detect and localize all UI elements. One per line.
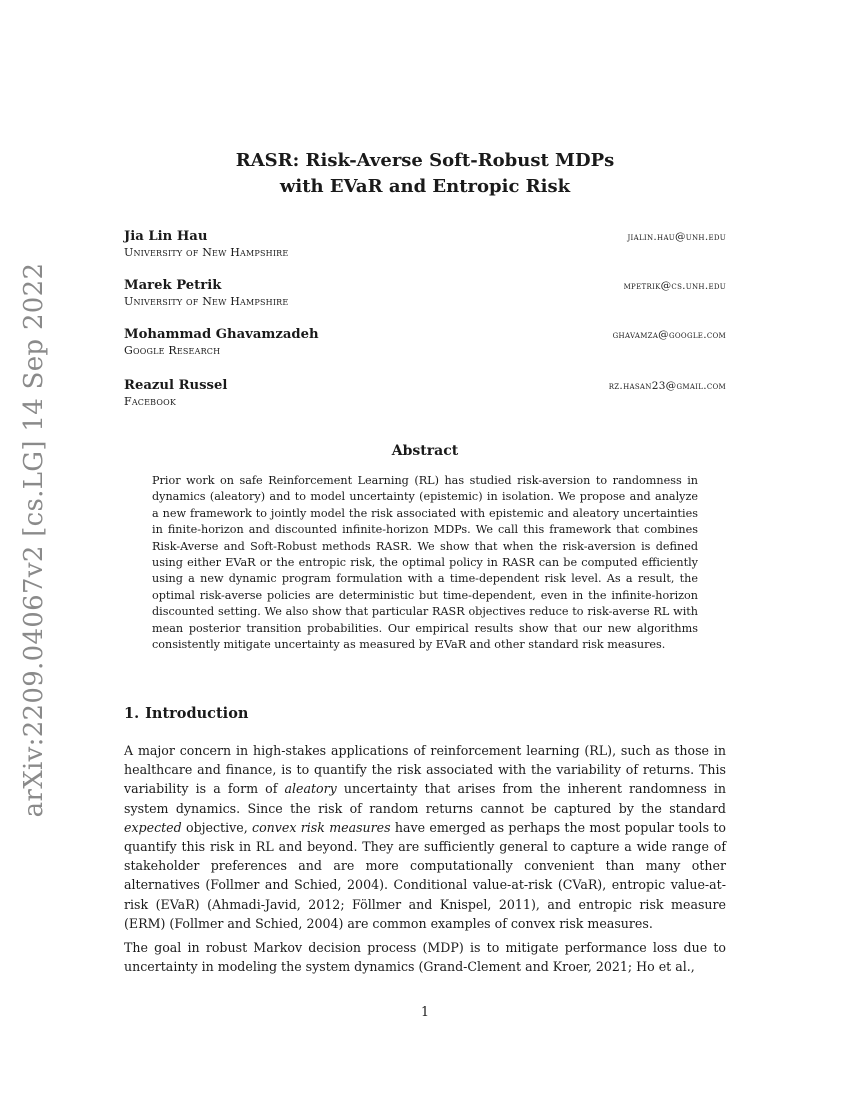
text-run: have emerged as perhaps the most popular tools to quantify this risk in RL and beyond. They are sufficiently general to capture a wide range of stakeholder preferences and are more computationally convenient than many other alternatives (Follmer and Schied, 2004). Conditional value-at-risk (CVaR), entropic value-at-risk (EVaR) (Ahmadi-Javid, 2012; Föllmer and Knispel, 2011), and entropic risk measure (ERM) (Follmer and Schied, 2004) are common examples of convex risk measures.	[124, 819, 726, 931]
author-block-4	[124, 378, 726, 418]
title-line-1: RASR: Risk-Averse Soft-Robust MDPs	[235, 150, 615, 171]
paper-title	[0, 148, 850, 200]
author-name: Jia Lin Hau	[124, 229, 208, 244]
text-run: objective,	[181, 819, 253, 835]
introduction-paragraph-2: The goal in robust Markov decision process (MDP) is to mitigate performance loss due to uncertainty in modeling the system dynamics (Grand-Clement and Kroer, 2021; Ho et al.,	[124, 940, 726, 975]
arxiv-identifier-stamp: arXiv:2209.04067v2 [cs.LG] 14 Sep 2022	[19, 262, 49, 818]
emphasis-aleatory: aleatory	[284, 781, 337, 797]
author-affiliation: Google Research	[124, 344, 221, 357]
section-number: 1.	[124, 705, 140, 722]
author-email[interactable]: jialin.hau@unh.edu	[627, 231, 726, 243]
text-run: uncertainty that arises from the inherent randomness in system dynamics. Since the risk of random returns cannot be captured by the standard	[124, 781, 726, 816]
text-run: A major concern in high-stakes applications of reinforcement learning (RL), such as those in healthcare and finance, is to quantify the risk associated with the variability of returns. This variability is a form of	[124, 743, 726, 797]
emphasis-expected: expected	[124, 819, 182, 835]
author-affiliation: University of New Hampshire	[124, 246, 289, 259]
abstract-text: Prior work on safe Reinforcement Learning (RL) has studied risk-aversion to randomness in dynamics (aleatory) and to model uncertainty (epistemic) in isolation. We propose and analyze a new framework to jointly model the risk associated with epistemic and aleatory uncertainties in finite-horizon and discounted infinite-horizon MDPs. We call this framework that combines Risk-Averse and Soft-Robust methods RASR. We show that when the risk-aversion is defined using either EVaR or the entropic risk, the optimal policy in RASR can be computed efficiently using a new dynamic program formulation with a time-dependent risk level. As a result, the optimal risk-averse policies are deterministic but time-dependent, even in the infinite-horizon discounted setting. We also show that particular RASR objectives reduce to risk-averse RL with mean posterior transition probabilities. Our empirical results show that our new algorithms consistently mitigate uncertainty as measured by EVaR and other standard risk measures.	[152, 474, 698, 652]
author-name: Mohammad Ghavamzadeh	[124, 327, 319, 342]
author-affiliation: University of New Hampshire	[124, 295, 289, 308]
section-heading-introduction	[124, 705, 254, 722]
author-email[interactable]: mpetrik@cs.unh.edu	[623, 280, 726, 292]
author-block-1	[124, 229, 726, 269]
author-affiliation: Facebook	[124, 395, 177, 408]
title-line-2: with EVaR and Entropic Risk	[279, 176, 571, 197]
introduction-paragraph-1	[124, 741, 726, 933]
emphasis-convex-risk-measures: convex risk measures	[252, 819, 391, 835]
author-email[interactable]: ghavamza@google.com	[612, 329, 726, 341]
author-block-3	[124, 327, 726, 367]
author-name: Marek Petrik	[124, 278, 222, 293]
section-title: Introduction	[145, 705, 249, 722]
page-number: 1	[420, 1004, 429, 1019]
author-name: Reazul Russel	[124, 378, 228, 393]
author-email[interactable]: rz.hasan23@gmail.com	[608, 380, 726, 392]
author-block-2	[124, 278, 726, 318]
abstract-heading: Abstract	[391, 443, 459, 459]
